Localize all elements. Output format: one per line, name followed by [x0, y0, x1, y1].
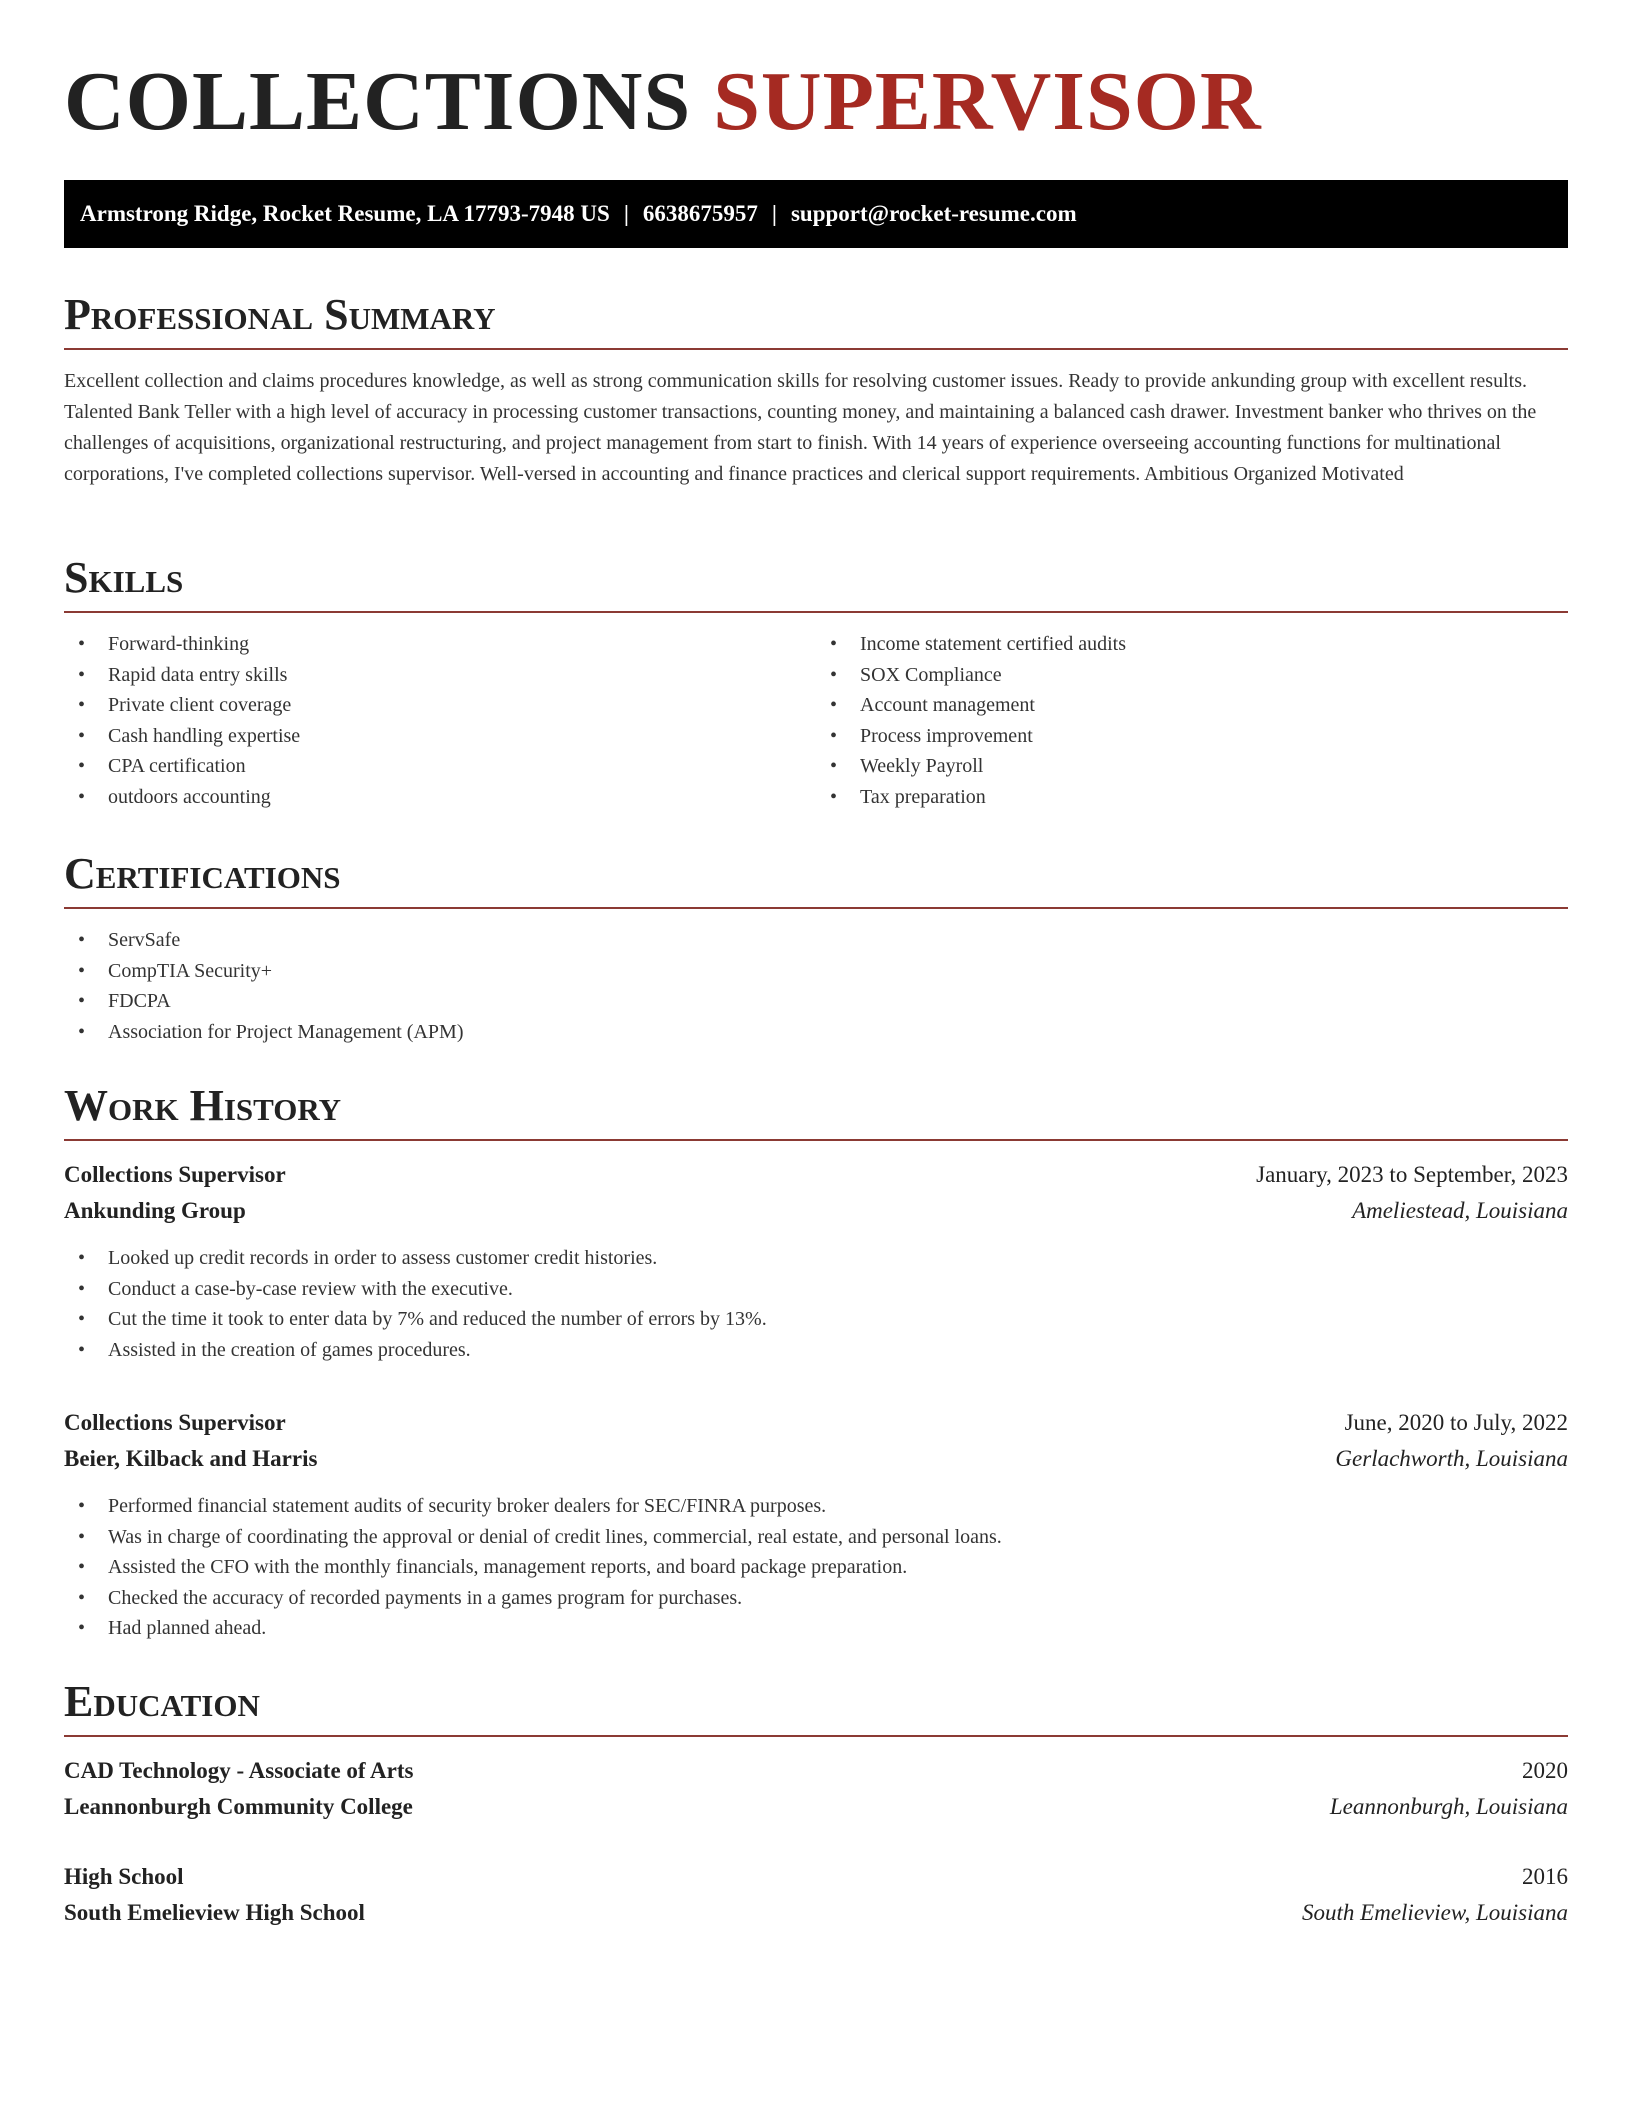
education-location: Leannonburgh, Louisiana: [1329, 1794, 1568, 1819]
job-dates: January, 2023 to September, 2023: [1256, 1162, 1568, 1187]
skills-column-left: [64, 629, 816, 812]
job-bullet: • Had planned ahead.: [64, 1613, 1568, 1644]
education-year: 2016: [1522, 1864, 1568, 1889]
skill-item: • Account management: [816, 690, 1568, 721]
job-entry: [64, 1405, 1568, 1644]
skills-section: [64, 553, 1568, 812]
education-degree: High School: [64, 1864, 184, 1889]
certification-item: • FDCPA: [64, 986, 1568, 1017]
contact-phone: 6638675957: [642, 201, 758, 226]
contact-address: Armstrong Ridge, Rocket Resume, LA 17793-7948 US: [80, 201, 610, 226]
job-dates: June, 2020 to July, 2022: [1344, 1410, 1568, 1435]
job-bullet: • Conduct a case-by-case review with the executive.: [64, 1274, 1568, 1305]
education-school-row: [64, 1895, 1568, 1931]
education-entry: [64, 1753, 1568, 1825]
certification-item: • Association for Project Management (APM): [64, 1017, 1568, 1048]
job-bullets: [64, 1491, 1568, 1644]
skill-item: • Private client coverage: [64, 690, 816, 721]
section-heading-summary: Professional Summary: [64, 290, 496, 339]
job-company: Ankunding Group: [64, 1198, 246, 1223]
certification-item: • CompTIA Security+: [64, 956, 1568, 987]
skill-item: • Cash handling expertise: [64, 721, 816, 752]
title-accent: SUPERVISOR: [713, 55, 1262, 148]
section-heading-certifications: Certifications: [64, 849, 341, 898]
skill-item: • Tax preparation: [816, 782, 1568, 813]
skill-item: • SOX Compliance: [816, 660, 1568, 691]
job-location: Ameliestead, Louisiana: [1352, 1198, 1568, 1223]
section-divider: [64, 907, 1568, 909]
education-entry: [64, 1859, 1568, 1931]
education-location: South Emelieview, Louisiana: [1302, 1900, 1568, 1925]
job-bullet: • Was in charge of coordinating the approval or denial of credit lines, commercial, real estate, and personal loans.: [64, 1522, 1568, 1553]
skill-item: • CPA certification: [64, 751, 816, 782]
section-divider: [64, 611, 1568, 613]
skill-item: • Income statement certified audits: [816, 629, 1568, 660]
education-degree-row: [64, 1859, 1568, 1895]
summary-section: [64, 290, 1568, 490]
education-section: [64, 1677, 1568, 1931]
contact-bar: [64, 180, 1568, 248]
education-year: 2020: [1522, 1758, 1568, 1783]
job-company-row: [64, 1441, 1568, 1477]
job-location: Gerlachworth, Louisiana: [1335, 1446, 1568, 1471]
job-bullet: • Checked the accuracy of recorded payments in a games program for purchases.: [64, 1583, 1568, 1614]
job-title: Collections Supervisor: [64, 1410, 286, 1435]
section-heading-work-history: Work History: [64, 1081, 342, 1130]
certification-item: • ServSafe: [64, 925, 1568, 956]
education-degree: CAD Technology - Associate of Arts: [64, 1758, 414, 1783]
job-bullet: • Assisted the CFO with the monthly financials, management reports, and board package preparation.: [64, 1552, 1568, 1583]
skill-item: • outdoors accounting: [64, 782, 816, 813]
skill-item: • Process improvement: [816, 721, 1568, 752]
certifications-list: [64, 925, 1568, 1047]
contact-separator: |: [623, 201, 629, 226]
job-bullets: [64, 1243, 1568, 1365]
section-divider: [64, 348, 1568, 350]
title-main: COLLECTIONS: [64, 55, 692, 148]
job-title: Collections Supervisor: [64, 1162, 286, 1187]
job-bullet: • Assisted in the creation of games procedures.: [64, 1335, 1568, 1366]
education-school: South Emelieview High School: [64, 1900, 365, 1925]
skills-column-right: [816, 629, 1568, 812]
education-school-row: [64, 1789, 1568, 1825]
job-header-row: [64, 1405, 1568, 1441]
work-history-section: [64, 1081, 1568, 1644]
section-heading-education: Education: [64, 1677, 260, 1726]
skills-columns: [64, 629, 1568, 812]
resume-title: [64, 56, 1568, 148]
job-header-row: [64, 1157, 1568, 1193]
section-divider: [64, 1735, 1568, 1737]
job-company-row: [64, 1193, 1568, 1229]
skill-item: • Weekly Payroll: [816, 751, 1568, 782]
section-divider: [64, 1139, 1568, 1141]
contact-email: support@rocket-resume.com: [790, 201, 1077, 226]
education-degree-row: [64, 1753, 1568, 1789]
job-bullet: • Looked up credit records in order to assess customer credit histories.: [64, 1243, 1568, 1274]
skill-item: • Rapid data entry skills: [64, 660, 816, 691]
job-company: Beier, Kilback and Harris: [64, 1446, 318, 1471]
job-bullet: • Cut the time it took to enter data by 7% and reduced the number of errors by 13%.: [64, 1304, 1568, 1335]
education-school: Leannonburgh Community College: [64, 1794, 413, 1819]
contact-separator: |: [771, 201, 777, 226]
section-heading-skills: Skills: [64, 553, 184, 602]
job-entry: [64, 1157, 1568, 1365]
skill-item: • Forward-thinking: [64, 629, 816, 660]
certifications-section: [64, 849, 1568, 1047]
summary-text: Excellent collection and claims procedures knowledge, as well as strong communication skills for resolving customer issues. Ready to provide ankunding group with excellent results. Talented Bank Teller with a high level of accuracy in processing customer transactions, counting money, and maintaining a balanced cash drawer. Investment banker who thrives on the challenges of acquisitions, organizational restructuring, and project management from start to finish. With 14 years of experience overseeing accounting functions for multinational corporations, I've completed collections supervisor. Well-versed in accounting and finance practices and clerical support requirements. Ambitious Organized Motivated: [64, 370, 1537, 485]
job-bullet: • Performed financial statement audits of security broker dealers for SEC/FINRA purposes.: [64, 1491, 1568, 1522]
